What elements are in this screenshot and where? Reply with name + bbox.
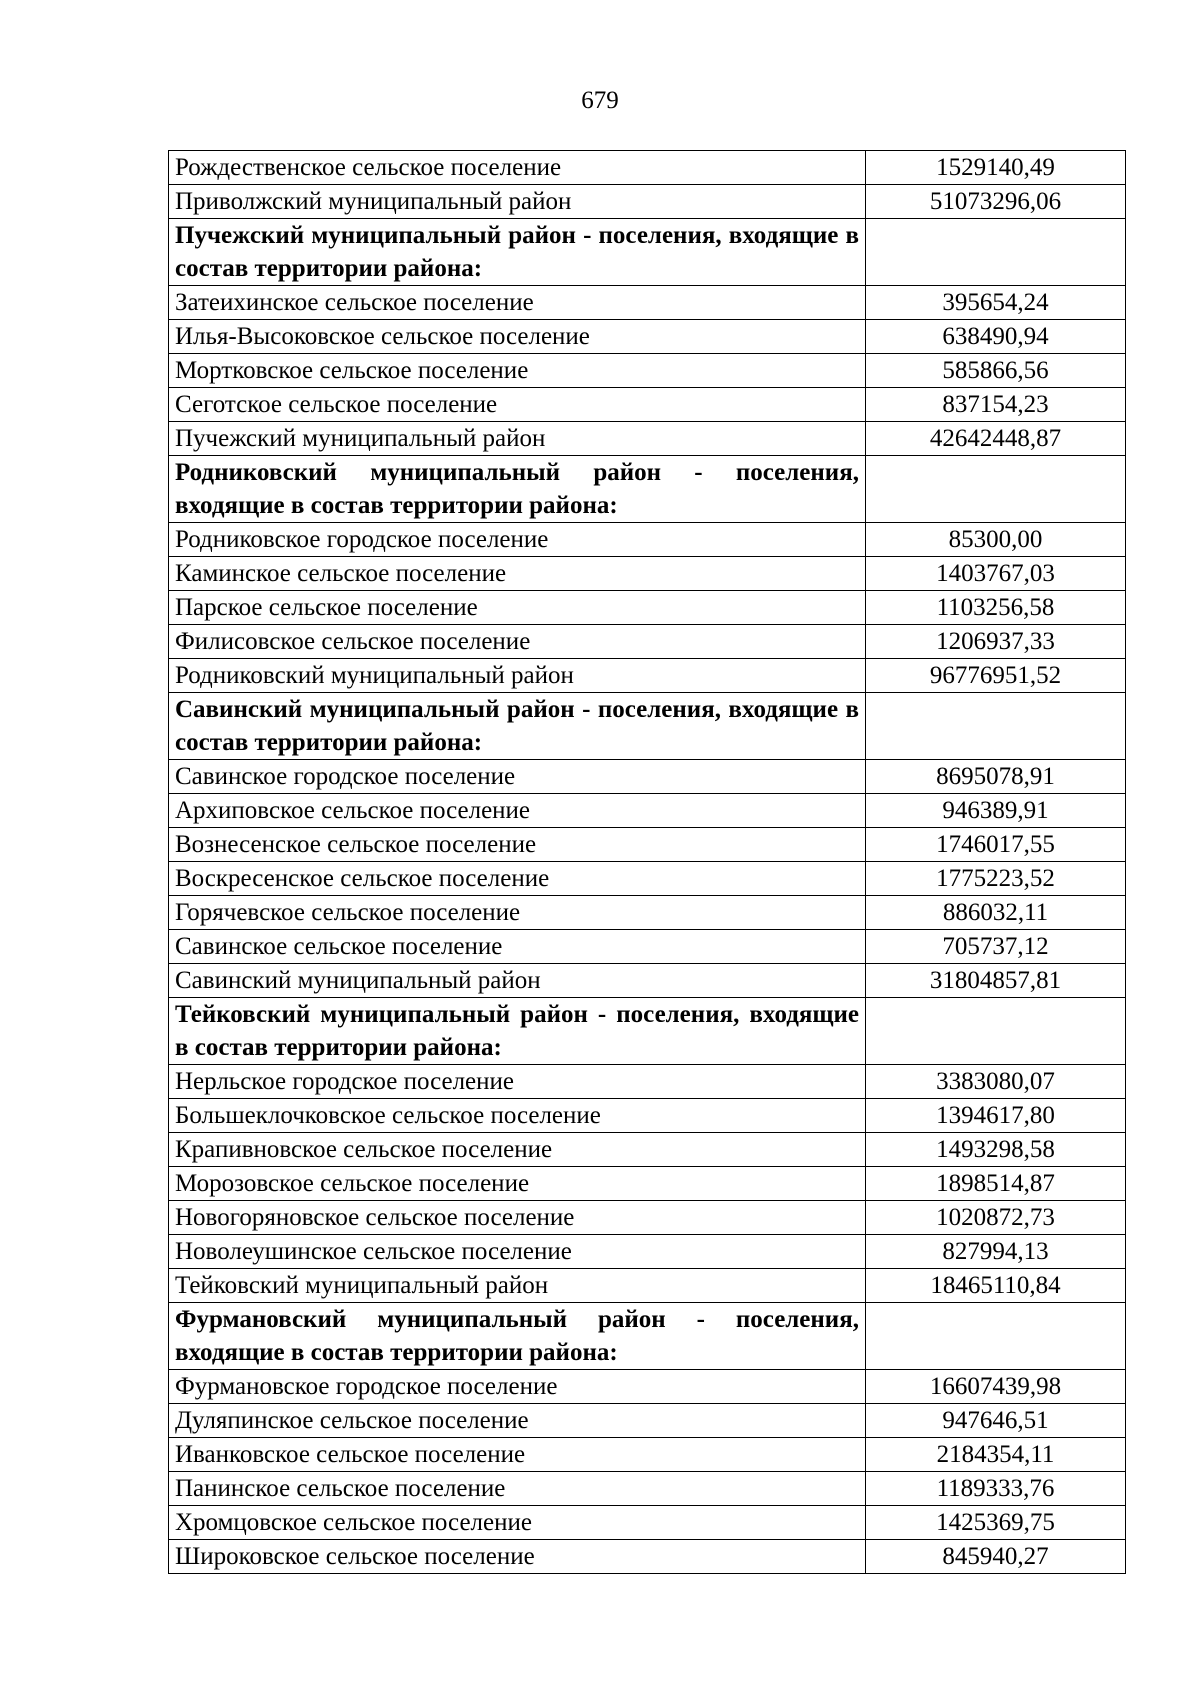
settlement-name-cell: Панинское сельское поселение bbox=[169, 1472, 866, 1506]
amount-cell: 886032,11 bbox=[866, 896, 1126, 930]
amount-cell: 3383080,07 bbox=[866, 1065, 1126, 1099]
table-row bbox=[169, 862, 1126, 896]
table-row bbox=[169, 1540, 1126, 1574]
settlement-name-cell: Затеихинское сельское поселение bbox=[169, 286, 866, 320]
settlement-name-cell: Мортковское сельское поселение bbox=[169, 354, 866, 388]
table-row bbox=[169, 1438, 1126, 1472]
district-header-cell: Пучежский муниципальный район - поселения, входящие в состав территории района: bbox=[169, 219, 866, 286]
amount-cell: 705737,12 bbox=[866, 930, 1126, 964]
amount-cell: 395654,24 bbox=[866, 286, 1126, 320]
amount-cell: 1403767,03 bbox=[866, 557, 1126, 591]
settlement-name-cell: Хромцовское сельское поселение bbox=[169, 1506, 866, 1540]
settlement-name-cell: Архиповское сельское поселение bbox=[169, 794, 866, 828]
amount-cell: 1425369,75 bbox=[866, 1506, 1126, 1540]
amount-cell: 2184354,11 bbox=[866, 1438, 1126, 1472]
table-row bbox=[169, 896, 1126, 930]
settlement-name-cell: Савинский муниципальный район bbox=[169, 964, 866, 998]
table-row bbox=[169, 354, 1126, 388]
settlement-name-cell: Новолеушинское сельское поселение bbox=[169, 1235, 866, 1269]
settlement-name-cell: Тейковский муниципальный район bbox=[169, 1269, 866, 1303]
table-row bbox=[169, 1133, 1126, 1167]
settlement-name-cell: Каминское сельское поселение bbox=[169, 557, 866, 591]
table-row bbox=[169, 185, 1126, 219]
table-row bbox=[169, 286, 1126, 320]
table-row bbox=[169, 1472, 1126, 1506]
table-row bbox=[169, 964, 1126, 998]
district-header-cell: Родниковский муниципальный район - поселения, входящие в состав территории района: bbox=[169, 456, 866, 523]
table-row bbox=[169, 1201, 1126, 1235]
amount-cell bbox=[866, 1303, 1126, 1370]
table-row bbox=[169, 1167, 1126, 1201]
amount-cell bbox=[866, 456, 1126, 523]
amount-cell: 1493298,58 bbox=[866, 1133, 1126, 1167]
district-header-row bbox=[169, 693, 1126, 760]
settlement-name-cell: Родниковский муниципальный район bbox=[169, 659, 866, 693]
settlement-name-cell: Парское сельское поселение bbox=[169, 591, 866, 625]
amount-cell: 96776951,52 bbox=[866, 659, 1126, 693]
settlement-name-cell: Савинское городское поселение bbox=[169, 760, 866, 794]
settlement-name-cell: Иванковское сельское поселение bbox=[169, 1438, 866, 1472]
table-row bbox=[169, 659, 1126, 693]
table-row bbox=[169, 625, 1126, 659]
district-header-row bbox=[169, 998, 1126, 1065]
amount-cell: 946389,91 bbox=[866, 794, 1126, 828]
amount-cell: 1775223,52 bbox=[866, 862, 1126, 896]
amount-cell: 827994,13 bbox=[866, 1235, 1126, 1269]
amount-cell: 1206937,33 bbox=[866, 625, 1126, 659]
table-row bbox=[169, 1235, 1126, 1269]
budget-table-body bbox=[169, 151, 1126, 1574]
budget-table bbox=[168, 150, 1126, 1574]
amount-cell bbox=[866, 219, 1126, 286]
settlement-name-cell: Пучежский муниципальный район bbox=[169, 422, 866, 456]
amount-cell: 1898514,87 bbox=[866, 1167, 1126, 1201]
settlement-name-cell: Большеклочковское сельское поселение bbox=[169, 1099, 866, 1133]
table-row bbox=[169, 320, 1126, 354]
table-row bbox=[169, 1269, 1126, 1303]
amount-cell: 42642448,87 bbox=[866, 422, 1126, 456]
settlement-name-cell: Морозовское сельское поселение bbox=[169, 1167, 866, 1201]
settlement-name-cell: Вознесенское сельское поселение bbox=[169, 828, 866, 862]
table-row bbox=[169, 930, 1126, 964]
district-header-row bbox=[169, 1303, 1126, 1370]
table-row bbox=[169, 1404, 1126, 1438]
amount-cell: 947646,51 bbox=[866, 1404, 1126, 1438]
table-row bbox=[169, 828, 1126, 862]
district-header-cell: Фурмановский муниципальный район - поселения, входящие в состав территории района: bbox=[169, 1303, 866, 1370]
amount-cell: 1020872,73 bbox=[866, 1201, 1126, 1235]
amount-cell: 31804857,81 bbox=[866, 964, 1126, 998]
table-row bbox=[169, 1370, 1126, 1404]
amount-cell: 1394617,80 bbox=[866, 1099, 1126, 1133]
settlement-name-cell: Илья-Высоковское сельское поселение bbox=[169, 320, 866, 354]
district-header-cell: Тейковский муниципальный район - поселения, входящие в состав территории района: bbox=[169, 998, 866, 1065]
table-row bbox=[169, 760, 1126, 794]
settlement-name-cell: Широковское сельское поселение bbox=[169, 1540, 866, 1574]
amount-cell bbox=[866, 998, 1126, 1065]
settlement-name-cell: Филисовское сельское поселение bbox=[169, 625, 866, 659]
amount-cell: 51073296,06 bbox=[866, 185, 1126, 219]
amount-cell: 16607439,98 bbox=[866, 1370, 1126, 1404]
table-row bbox=[169, 591, 1126, 625]
amount-cell: 1103256,58 bbox=[866, 591, 1126, 625]
settlement-name-cell: Воскресенское сельское поселение bbox=[169, 862, 866, 896]
table-row bbox=[169, 1506, 1126, 1540]
amount-cell: 85300,00 bbox=[866, 523, 1126, 557]
district-header-cell: Савинский муниципальный район - поселения, входящие в состав территории района: bbox=[169, 693, 866, 760]
settlement-name-cell: Крапивновское сельское поселение bbox=[169, 1133, 866, 1167]
settlement-name-cell: Приволжский муниципальный район bbox=[169, 185, 866, 219]
settlement-name-cell: Фурмановское городское поселение bbox=[169, 1370, 866, 1404]
amount-cell: 837154,23 bbox=[866, 388, 1126, 422]
table-row bbox=[169, 1065, 1126, 1099]
settlement-name-cell: Рождественское сельское поселение bbox=[169, 151, 866, 185]
table-row bbox=[169, 422, 1126, 456]
settlement-name-cell: Савинское сельское поселение bbox=[169, 930, 866, 964]
district-header-row bbox=[169, 456, 1126, 523]
amount-cell: 8695078,91 bbox=[866, 760, 1126, 794]
settlement-name-cell: Новогоряновское сельское поселение bbox=[169, 1201, 866, 1235]
settlement-name-cell: Сеготское сельское поселение bbox=[169, 388, 866, 422]
amount-cell bbox=[866, 693, 1126, 760]
table-row bbox=[169, 388, 1126, 422]
table-row bbox=[169, 794, 1126, 828]
amount-cell: 18465110,84 bbox=[866, 1269, 1126, 1303]
table-row bbox=[169, 151, 1126, 185]
table-row bbox=[169, 1099, 1126, 1133]
settlement-name-cell: Дуляпинское сельское поселение bbox=[169, 1404, 866, 1438]
page-number: 679 bbox=[581, 87, 619, 114]
table-row bbox=[169, 557, 1126, 591]
settlement-name-cell: Нерльское городское поселение bbox=[169, 1065, 866, 1099]
amount-cell: 585866,56 bbox=[866, 354, 1126, 388]
amount-cell: 1746017,55 bbox=[866, 828, 1126, 862]
table-row bbox=[169, 523, 1126, 557]
district-header-row bbox=[169, 219, 1126, 286]
amount-cell: 638490,94 bbox=[866, 320, 1126, 354]
amount-cell: 1529140,49 bbox=[866, 151, 1126, 185]
amount-cell: 1189333,76 bbox=[866, 1472, 1126, 1506]
settlement-name-cell: Горячевское сельское поселение bbox=[169, 896, 866, 930]
settlement-name-cell: Родниковское городское поселение bbox=[169, 523, 866, 557]
amount-cell: 845940,27 bbox=[866, 1540, 1126, 1574]
